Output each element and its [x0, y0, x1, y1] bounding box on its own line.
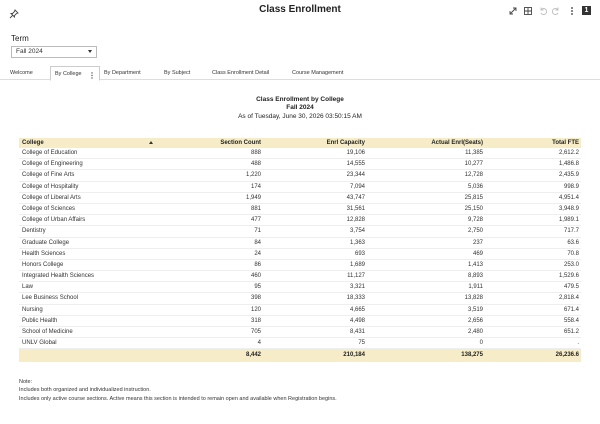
- table-row[interactable]: [19, 249, 581, 260]
- cell-college: Health Sciences: [22, 250, 66, 257]
- report-notes: [19, 378, 337, 403]
- redo-icon[interactable]: [551, 6, 561, 16]
- cell-enrl-capacity: 7,094: [349, 183, 365, 190]
- undo-icon[interactable]: [538, 6, 548, 16]
- cell-enrl-capacity: 12,828: [346, 217, 365, 224]
- cell-total-fte: 651.2: [563, 329, 579, 335]
- cell-section-count: 488: [250, 161, 261, 168]
- table-row[interactable]: [19, 170, 581, 181]
- cell-enrl-capacity: 3,321: [349, 284, 365, 291]
- cell-college: School of Medicine: [22, 329, 73, 335]
- report-title: Class Enrollment by College: [256, 96, 344, 103]
- tab-by-subject[interactable]: By Subject: [164, 70, 191, 76]
- table-row[interactable]: [19, 215, 581, 226]
- cell-section-count: 460: [250, 273, 261, 280]
- expand-icon[interactable]: [508, 6, 518, 16]
- cell-actual-enrl: 11,385: [465, 150, 483, 156]
- tab-welcome[interactable]: Welcome: [10, 70, 33, 76]
- cell-actual-enrl: 8,893: [467, 273, 483, 280]
- table-row[interactable]: [19, 271, 581, 282]
- cell-actual-enrl: 25,150: [464, 205, 483, 212]
- cell-total-fte: 717.7: [563, 228, 579, 235]
- tab-label: By College: [55, 71, 82, 77]
- note-line: Includes only active course sections. Active means this section is intended to remain open and available when Registration begins.: [19, 395, 337, 402]
- term-selected-value: Fall 2024: [16, 48, 43, 55]
- cell-total-fte: 671.4: [563, 306, 579, 313]
- table-row[interactable]: [19, 204, 581, 215]
- cell-actual-enrl: 469: [472, 250, 483, 257]
- note-heading: Note:: [19, 379, 33, 385]
- cell-college: Nursing: [22, 306, 43, 313]
- cell-total-fte: 3,948.9: [558, 205, 579, 212]
- term-dropdown[interactable]: [11, 46, 97, 58]
- cell-enrl-capacity: 18,333: [346, 295, 365, 302]
- cell-college: UNLV Global: [22, 340, 57, 347]
- cell-section-count: 174: [250, 183, 261, 190]
- cell-section-count: 398: [250, 295, 261, 302]
- table-row[interactable]: [19, 226, 581, 237]
- table-totals-row: [19, 349, 581, 362]
- cell-college: Graduate College: [22, 239, 70, 246]
- cell-section-count: 1,220: [245, 172, 261, 179]
- sort-ascending-icon[interactable]: [149, 141, 153, 144]
- cell-enrl-capacity: 1,363: [349, 239, 365, 246]
- cell-actual-enrl: 1,413: [467, 261, 483, 268]
- cell-section-count: 705: [250, 329, 261, 335]
- column-header-college[interactable]: College: [22, 140, 44, 146]
- total-section-count: 8,442: [245, 352, 261, 359]
- cell-college: College of Hospitality: [22, 183, 79, 190]
- more-options-icon[interactable]: [567, 6, 577, 16]
- cell-enrl-capacity: 4,498: [349, 317, 365, 324]
- total-enrl-capacity: 210,184: [343, 352, 365, 359]
- cell-enrl-capacity: 23,344: [346, 172, 365, 179]
- tab-menu-icon[interactable]: [91, 71, 93, 78]
- cell-section-count: 318: [250, 317, 261, 324]
- cell-college: Dentistry: [22, 228, 46, 235]
- cell-section-count: 95: [254, 284, 261, 291]
- app-title: Class Enrollment: [259, 4, 341, 15]
- cell-total-fte: 558.4: [563, 317, 579, 324]
- table-row[interactable]: [19, 338, 581, 349]
- cell-actual-enrl: 1,911: [468, 284, 483, 291]
- cell-actual-enrl: 25,815: [464, 194, 483, 201]
- tab-by-college[interactable]: [50, 66, 100, 81]
- table-row[interactable]: [19, 159, 581, 170]
- tab-bar: [0, 66, 600, 80]
- cell-total-fte: 70.8: [567, 250, 579, 257]
- cell-section-count: 1,949: [245, 194, 261, 201]
- cell-enrl-capacity: 8,431: [349, 329, 365, 335]
- cell-section-count: 86: [254, 261, 261, 268]
- cell-section-count: 4: [257, 340, 261, 347]
- tab-by-department[interactable]: By Department: [104, 70, 141, 76]
- column-header-enrl-capacity[interactable]: Enrl Capacity: [326, 140, 365, 146]
- cell-college: Law: [22, 284, 34, 291]
- cell-section-count: 477: [250, 217, 261, 224]
- cell-college: College of Fine Arts: [22, 172, 75, 179]
- report-term: Fall 2024: [286, 104, 314, 111]
- cell-college: Honors College: [22, 261, 64, 268]
- term-label: Term: [11, 34, 29, 43]
- tab-class-enrollment-detail[interactable]: Class Enrollment Detail: [212, 70, 270, 76]
- cell-actual-enrl: 0: [479, 340, 483, 347]
- table-body: [19, 148, 581, 349]
- table-row[interactable]: [19, 305, 581, 316]
- cell-enrl-capacity: 11,127: [347, 273, 365, 280]
- cell-total-fte: 253.0: [563, 261, 579, 268]
- report-as-of: As of Tuesday, June 30, 2026 03:50:15 AM: [238, 113, 362, 120]
- cell-actual-enrl: 9,728: [467, 217, 483, 224]
- cell-total-fte: 4,951.4: [558, 194, 579, 201]
- cell-enrl-capacity: 14,555: [346, 161, 365, 168]
- cell-total-fte: 2,612.2: [558, 150, 579, 156]
- cell-actual-enrl: 5,036: [467, 183, 483, 190]
- cell-college: College of Liberal Arts: [22, 194, 81, 201]
- cell-section-count: 71: [254, 228, 261, 235]
- cell-actual-enrl: 2,750: [467, 228, 483, 235]
- cell-total-fte: .: [577, 340, 579, 347]
- cell-college: Public Health: [22, 317, 58, 324]
- cell-total-fte: 2,818.4: [558, 295, 579, 302]
- total-fte: 26,236.6: [555, 352, 579, 359]
- cell-actual-enrl: 12,728: [464, 172, 483, 179]
- note-line: Includes both organized and individualized instruction.: [19, 387, 151, 394]
- cell-total-fte: 63.6: [567, 239, 579, 246]
- cell-enrl-capacity: 693: [354, 250, 365, 257]
- cell-college: Integrated Health Sciences: [22, 273, 95, 280]
- cell-enrl-capacity: 4,665: [349, 306, 365, 313]
- cell-actual-enrl: 2,480: [467, 329, 483, 335]
- cell-section-count: 24: [254, 250, 261, 257]
- table-row[interactable]: [19, 327, 581, 338]
- chevron-down-icon: [88, 50, 92, 53]
- cell-total-fte: 479.5: [563, 284, 579, 291]
- cell-college: College of Sciences: [22, 205, 76, 212]
- cell-total-fte: 1,486.8: [558, 161, 579, 168]
- table-row[interactable]: [19, 148, 581, 159]
- table-row[interactable]: [19, 293, 581, 304]
- cell-actual-enrl: 2,656: [467, 317, 483, 324]
- cell-actual-enrl: 237: [472, 239, 483, 246]
- cell-total-fte: 998.9: [563, 183, 579, 190]
- cell-total-fte: 1,989.1: [558, 217, 579, 224]
- table-row[interactable]: [19, 316, 581, 327]
- cell-enrl-capacity: 31,561: [346, 205, 365, 212]
- cell-college: College of Education: [22, 150, 78, 156]
- table-row[interactable]: [19, 260, 581, 271]
- cell-section-count: 84: [254, 239, 261, 246]
- cell-actual-enrl: 10,277: [464, 161, 483, 168]
- cell-enrl-capacity: 19,106: [346, 150, 365, 156]
- title-bar: [0, 0, 600, 22]
- column-header-total-fte[interactable]: Total FTE: [552, 140, 579, 146]
- column-header-actual-enrl[interactable]: Actual Enrl(Seats): [431, 140, 483, 146]
- total-actual-enrl: 138,275: [461, 352, 483, 359]
- cell-section-count: 888: [250, 150, 261, 156]
- cell-section-count: 120: [250, 306, 261, 313]
- cell-actual-enrl: 3,519: [467, 306, 483, 313]
- cell-enrl-capacity: 75: [358, 340, 365, 347]
- table-row[interactable]: [19, 182, 581, 193]
- tab-course-management[interactable]: Course Management: [292, 70, 344, 76]
- cell-total-fte: 2,435.9: [558, 172, 579, 179]
- cell-college: College of Urban Affairs: [22, 217, 86, 224]
- cell-section-count: 881: [250, 205, 261, 212]
- cell-college: Lee Business School: [22, 295, 79, 302]
- cell-total-fte: 1,529.6: [558, 273, 579, 280]
- table-view-icon[interactable]: [523, 6, 533, 16]
- table-row[interactable]: [19, 238, 581, 249]
- column-header-section-count[interactable]: Section Count: [220, 140, 261, 146]
- table-row[interactable]: [19, 193, 581, 204]
- table-row[interactable]: [19, 282, 581, 293]
- cell-enrl-capacity: 3,754: [349, 228, 365, 235]
- enrollment-table: [19, 138, 581, 362]
- page-number-badge[interactable]: 1: [582, 6, 591, 15]
- cell-college: College of Engineering: [22, 161, 83, 168]
- table-header: [19, 138, 581, 148]
- cell-actual-enrl: 13,828: [464, 295, 483, 302]
- cell-enrl-capacity: 43,747: [346, 194, 365, 201]
- cell-enrl-capacity: 1,689: [349, 261, 365, 268]
